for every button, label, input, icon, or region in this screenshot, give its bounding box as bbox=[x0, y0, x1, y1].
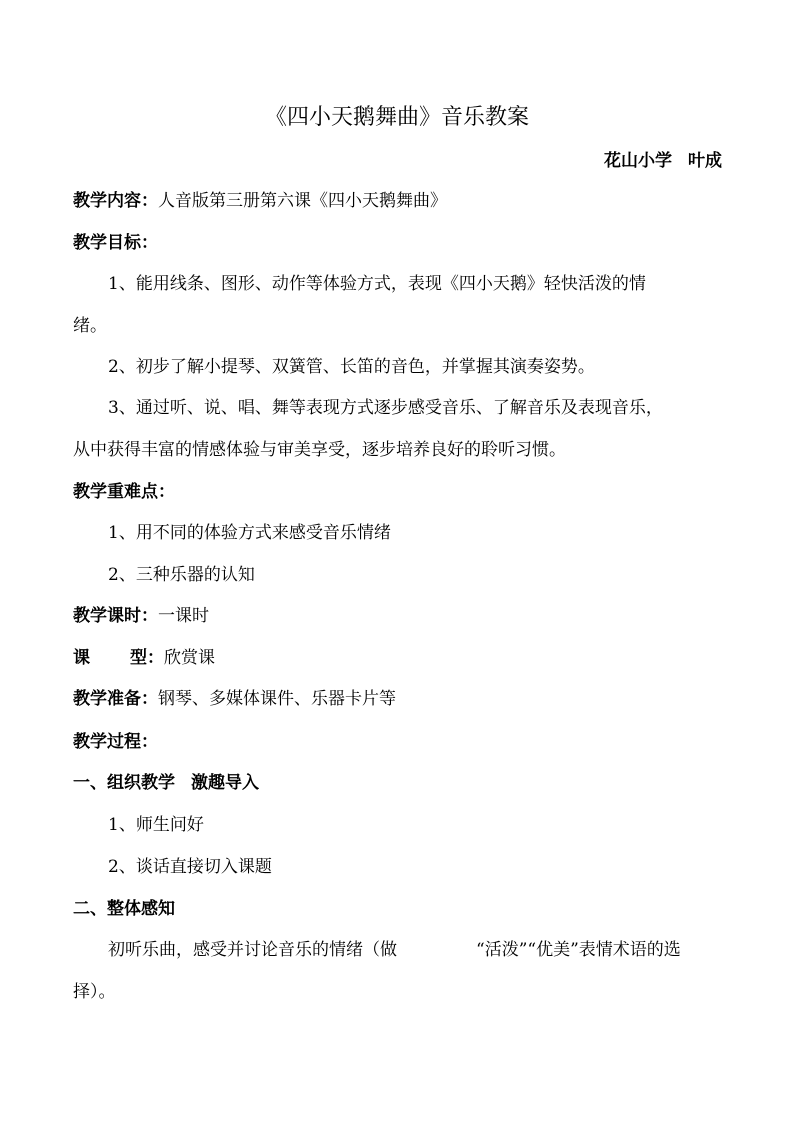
type-value: 欣赏课 bbox=[164, 648, 215, 668]
section-2-para-line2: 择）。 bbox=[73, 982, 116, 1002]
goal-1-line2: 绪。 bbox=[73, 316, 107, 336]
author-name: 叶成 bbox=[688, 151, 722, 171]
prep-label: 教学准备： bbox=[73, 689, 158, 709]
goal-2: 2、初步了解小提琴、双簧管、长笛的音色，并掌握其演奏姿势。 bbox=[108, 357, 595, 377]
process-label: 教学过程： bbox=[73, 732, 158, 752]
type-label-a: 课 bbox=[73, 648, 90, 668]
hours-value: 一课时 bbox=[158, 606, 209, 626]
hours-label: 教学课时： bbox=[73, 606, 158, 626]
section-1-heading-b: 激趣导入 bbox=[191, 773, 259, 793]
section-2-heading: 二、整体感知 bbox=[73, 899, 175, 919]
goal-3-line1: 3、通过听、说、唱、舞等表现方式逐步感受音乐、了解音乐及表现音乐， bbox=[108, 398, 663, 418]
content-label: 教学内容： bbox=[73, 191, 158, 211]
hours-row bbox=[73, 605, 209, 627]
content-value: 人音版第三册第六课《四小天鹅舞曲》 bbox=[158, 191, 447, 211]
type-row bbox=[73, 647, 215, 669]
goal-1-line1: 1、能用线条、图形、动作等体验方式，表现《四小天鹅》轻快活泼的情 bbox=[108, 274, 646, 294]
key-points-label: 教学重难点： bbox=[73, 482, 175, 502]
key-point-1: 1、用不同的体验方式来感受音乐情绪 bbox=[108, 523, 391, 543]
prep-row bbox=[73, 688, 396, 710]
section-2-para-b: “活泼”“优美”表情术语的选 bbox=[476, 940, 681, 960]
key-point-2: 2、三种乐器的认知 bbox=[108, 565, 255, 585]
section-1-heading bbox=[73, 772, 259, 794]
section-1-item-2: 2、谈话直接切入课题 bbox=[108, 857, 272, 877]
section-2-para-a: 初听乐曲，感受并讨论音乐的情绪（做 bbox=[108, 940, 397, 960]
author-school: 花山小学 bbox=[604, 151, 672, 171]
goals-label: 教学目标： bbox=[73, 233, 158, 253]
section-1-item-1: 1、师生问好 bbox=[108, 815, 204, 835]
type-label-b: 型： bbox=[130, 648, 164, 668]
author-line bbox=[604, 150, 722, 172]
section-1-heading-a: 一、组织教学 bbox=[73, 773, 175, 793]
prep-value: 钢琴、多媒体课件、乐器卡片等 bbox=[158, 689, 396, 709]
page-title: 《四小天鹅舞曲》音乐教案 bbox=[264, 105, 529, 130]
goal-3-line2: 从中获得丰富的情感体验与审美享受，逐步培养良好的聆听习惯。 bbox=[73, 440, 566, 460]
content-row bbox=[73, 190, 447, 212]
